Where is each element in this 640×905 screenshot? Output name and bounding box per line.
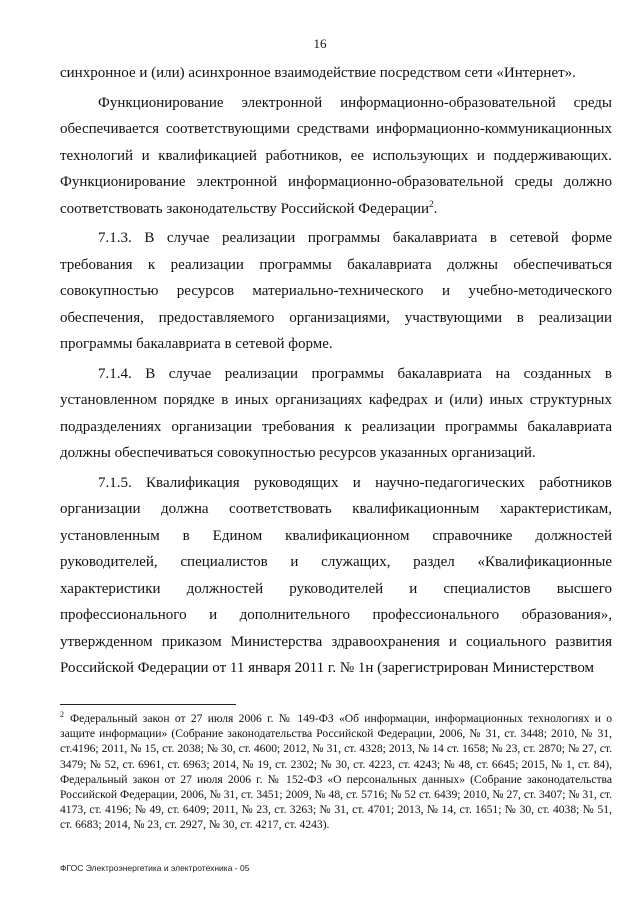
paragraph-text: 7.1.5. Квалификация руководящих и научно-педагогических работников организации должна соответствовать квалификационным характеристикам, установленным в Едином квалификационном справочнике должностей руководителей, специалистов и служащих, раздел «Квалификационные характеристики должностей руководителей и специалистов высшего профессионального и дополнительного профессионального образования», утвержденном приказом Министерства здравоохранения и социального развития Российской Федерации от 11 января 2011 г. № 1н (зарегистрирован Министерством bbox=[60, 474, 612, 676]
paragraph-tail: . bbox=[433, 200, 438, 217]
paragraph-text: 7.1.3. В случае реализации программы бакалавриата в сетевой форме требования к реализации программы бакалавриата должны обеспечиваться совокупностью ресурсов материально-технического и учебно-методического обеспечения, предоставляемого организациями, участвующими в реализации программы бакалавриата в сетевой форме. bbox=[60, 230, 612, 352]
paragraph-7-1-3 bbox=[60, 225, 612, 358]
paragraph-continuation bbox=[60, 60, 612, 87]
paragraph-text: 7.1.4. В случае реализации программы бакалавриата на созданных в установленном порядке в иных организациях кафедрах и (или) иных структурных подразделениях организации требования к реализации программы бакалавриата должны обеспечиваться совокупностью ресурсов указанных организаций. bbox=[60, 365, 612, 461]
footnote-separator bbox=[60, 704, 236, 705]
paragraph-eios bbox=[60, 90, 612, 223]
page-number: 16 bbox=[313, 36, 327, 51]
paragraph-text: Функционирование электронной информационно-образовательной среды обеспечивается соответствующими средствами информационно-коммуникационных технологий и квалификацией работников, ее использующих и поддерживающих. Функционирование электронной информационно-образовательной среды должно соответствовать законодательству Российской Федерации bbox=[60, 94, 612, 217]
paragraph-text: синхронное и (или) асинхронное взаимодействие посредством сети «Интернет». bbox=[60, 65, 576, 81]
footnote-reference[interactable]: 2 bbox=[429, 198, 434, 209]
footnote bbox=[60, 711, 612, 833]
page-footer: ФГОС Электроэнергетика и электротехника - 05 bbox=[60, 863, 250, 873]
footnote-mark: 2 bbox=[60, 710, 64, 720]
body-text bbox=[60, 60, 612, 682]
paragraph-7-1-5 bbox=[60, 470, 612, 682]
paragraph-7-1-4 bbox=[60, 361, 612, 467]
footnote-text: Федеральный закон от 27 июля 2006 г. № 149-ФЗ «Об информации, информационных технологиях и о защите информации» (Собрание законодательства Российской Федерации, 2006, № 31, ст. 3448; 2010, № 31, ст.4196; 2011, № 15, ст. 2038; № 30, ст. 4600; 2012, № 31, ст. 4328; 2013, № 14 ст. 1658; № 23, ст. 2870; № 27, ст. 3479; № 52, ст. 6961, ст. 6963; 2014, № 19, ст. 2302; № 30, ст. 4223, ст. 4243; № 48, ст. 6645; 2015, № 1, ст. 84), Федеральный закон от 27 июля 2006 г. № 152-ФЗ «О персональных данных» (Собрание законодательства Российской Федерации, 2006, № 31, ст. 3451; 2009, № 48, ст. 5716; № 52 ст. 6439; 2010, № 27, ст. 3407; № 31, ст. 4173, ст. 4196; № 49, ст. 6409; 2011, № 23, ст. 3263; № 31, ст. 4701; 2013, № 14, ст. 1651; № 30, ст. 4038; № 51, ст. 6683; 2014, № 23, ст. 2927, № 30, ст. 4217, ст. 4243). bbox=[60, 712, 612, 832]
